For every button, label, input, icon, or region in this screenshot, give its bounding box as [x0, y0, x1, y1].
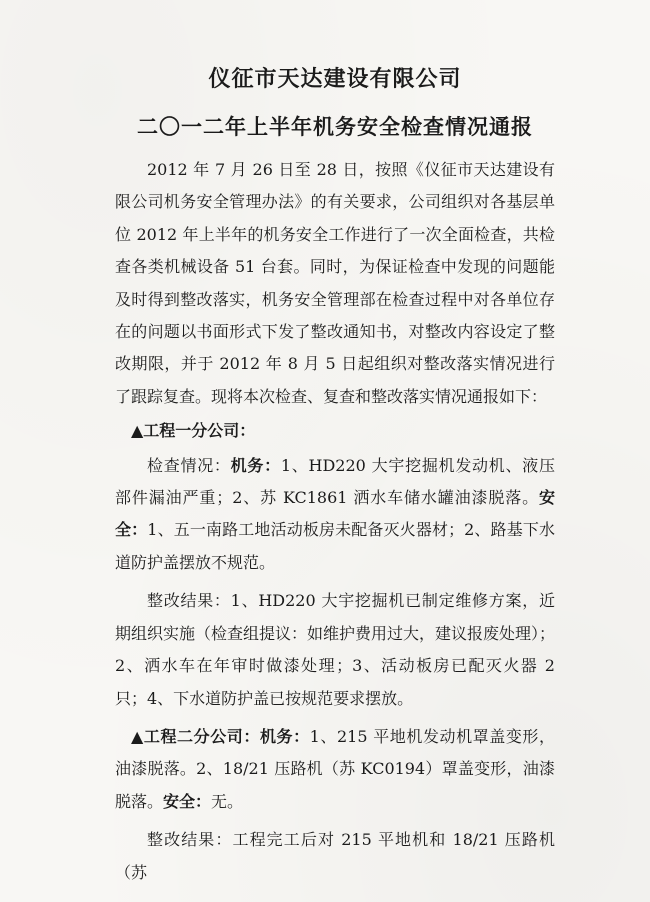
- section1-result-text: 1、HD220 大宇挖掘机已制定维修方案，近期组织实施（检查组提议：如维护费用过大，建议报废处理）；2、洒水车在年审时做漆处理；3、活动板房已配灭火器 2 只；4、下水道防护盖已按规范要求摆放。: [115, 591, 556, 708]
- section1-check-label: 检查情况：: [147, 455, 231, 475]
- section2-heading: ▲工程二分公司：: [131, 726, 260, 746]
- intro-paragraph: 2012 年 7 月 26 日至 28 日，按照《仪征市天达建设有限公司机务安全管理办法》的有关要求，公司组织对各基层单位 2012 年上半年的机务安全工作进行了一次全面检查，共检查各类机械设备 51 台套。同时，为保证检查中发现的问题能及时得到整改落实，机务安全管理部在检查过程中对各单位存在的问题以书面形式下发了整改通知书，对整改内容设定了整改期限，并于 2012 年 8 月 5 日起组织对整改落实情况进行了跟踪复查。现将本次检查、复查和整改落实情况通报如下：: [115, 160, 555, 406]
- section2-result-paragraph: [115, 824, 555, 889]
- section2-machine-text: 1、215 平地机发动机罩盖变形，油漆脱落。2、18/21 压路机（苏 KC0194）罩盖变形，油漆脱落。: [115, 726, 555, 811]
- section2-paragraph: [115, 721, 555, 818]
- section2-result-label: 整改结果：: [147, 830, 233, 850]
- section1-result-paragraph: [115, 585, 555, 715]
- report-title: 二〇一二年上半年机务安全检查情况通报: [137, 114, 533, 139]
- section1-machine-label: 机务：: [230, 455, 281, 475]
- section1-heading: ▲工程一分公司：: [131, 421, 256, 441]
- section2-safety-label: 安全：: [163, 791, 212, 811]
- section1-safety-text: 1、五一南路工地活动板房未配备灭火器材；2、路基下水道防护盖摆放不规范。: [115, 520, 555, 572]
- section1-result-label: 整改结果：: [147, 591, 231, 611]
- document-body: [115, 66, 555, 889]
- section2-safety-text: 无。: [211, 791, 244, 811]
- company-title: 仪征市天达建设有限公司: [208, 66, 462, 92]
- section2-machine-label: 机务：: [259, 726, 310, 746]
- section2-result-text: 工程完工后对 215 平地机和 18/21 压路机（苏: [115, 830, 555, 882]
- section1-check-paragraph: [115, 450, 555, 580]
- section1-safety-label: 安全：: [115, 488, 555, 540]
- section1-machine-text: 1、HD220 大宇挖掘机发动机、液压部件漏油严重；2、苏 KC1861 洒水车储水罐油漆脱落。: [115, 455, 555, 508]
